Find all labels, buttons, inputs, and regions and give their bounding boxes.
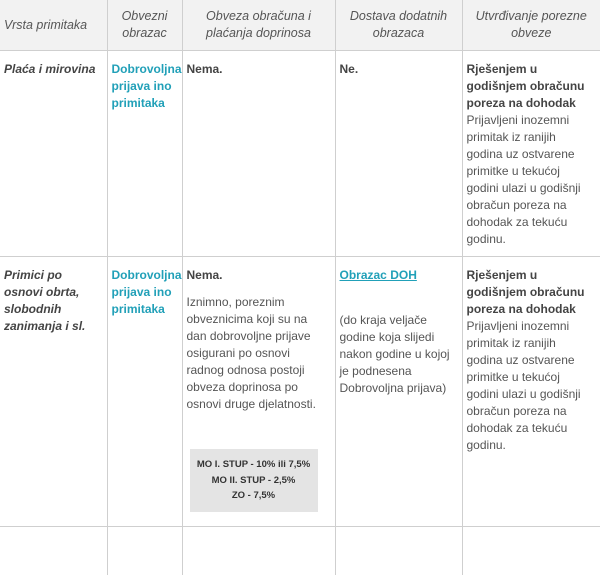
additional-forms-note: (do kraja veljače godine koja slijedi nakon godine u kojoj je podnesena Dobrovoljna prijava): [339, 313, 450, 395]
additional-forms-cell: [335, 257, 462, 527]
income-type-cell: Plaća i mirovina: [0, 51, 107, 257]
contribution-value: Nema.: [186, 268, 223, 282]
tax-determination-cell: [462, 51, 600, 257]
header-income-type: Vrsta primitaka: [0, 0, 107, 51]
rate-pension-pillar-1: MO I. STUP - 10% ili 7,5%: [196, 459, 311, 470]
doh-form-link[interactable]: Obrazac DOH: [339, 268, 417, 282]
contribution-cell: [182, 51, 335, 257]
contribution-rates-box: [190, 449, 318, 512]
header-contribution-obligation: Obveza obračuna i plaćanja doprinosa: [182, 0, 335, 51]
table-header-row: [0, 0, 600, 51]
additional-forms-cell: [335, 51, 462, 257]
tax-determination-text: Prijavljeni inozemni primitak iz ranijih godina uz ostvarene primitke u tekućoj godini ulazi u godišnji obračun poreza na dohodak za tekuću godinu.: [466, 319, 581, 452]
tax-determination-title: Rješenjem u godišnjem obračunu poreza na dohodak: [466, 62, 585, 110]
tax-determination-cell: [462, 257, 600, 527]
header-required-form: Obvezni obrazac: [107, 0, 182, 51]
tax-determination-text: Prijavljeni inozemni primitak iz ranijih godina uz ostvarene primitke u tekućoj godini ulazi u godišnji obračun poreza na dohodak za tekuću godinu.: [466, 113, 581, 246]
header-additional-forms: Dostava dodatnih obrazaca: [335, 0, 462, 51]
income-type-cell: Primici po osnovi obrta, slobodnih zanimanja i sl.: [0, 257, 107, 527]
contribution-value: Nema.: [186, 62, 223, 76]
header-tax-determination: Utvrđivanje porezne obveze: [462, 0, 600, 51]
rate-health-insurance: ZO - 7,5%: [231, 490, 276, 501]
additional-forms-value: Ne.: [339, 62, 359, 76]
table-row: [0, 51, 600, 257]
contribution-cell: [182, 257, 335, 527]
contribution-note: Iznimno, poreznim obveznicima koji su na dan dobrovoljne prijave osigurani po osnovi radnog odnosa postoji obveza doprinosa po osnovi druge djelatnosti.: [186, 295, 316, 411]
tax-determination-title: Rješenjem u godišnjem obračunu poreza na dohodak: [466, 268, 585, 316]
rate-pension-pillar-2: MO II. STUP - 2,5%: [211, 474, 296, 486]
required-form-cell: Dobrovoljna prijava ino primitaka: [107, 51, 182, 257]
required-form-cell: Dobrovoljna prijava ino primitaka: [107, 257, 182, 527]
table-row: [0, 526, 600, 575]
table-row: [0, 257, 600, 527]
